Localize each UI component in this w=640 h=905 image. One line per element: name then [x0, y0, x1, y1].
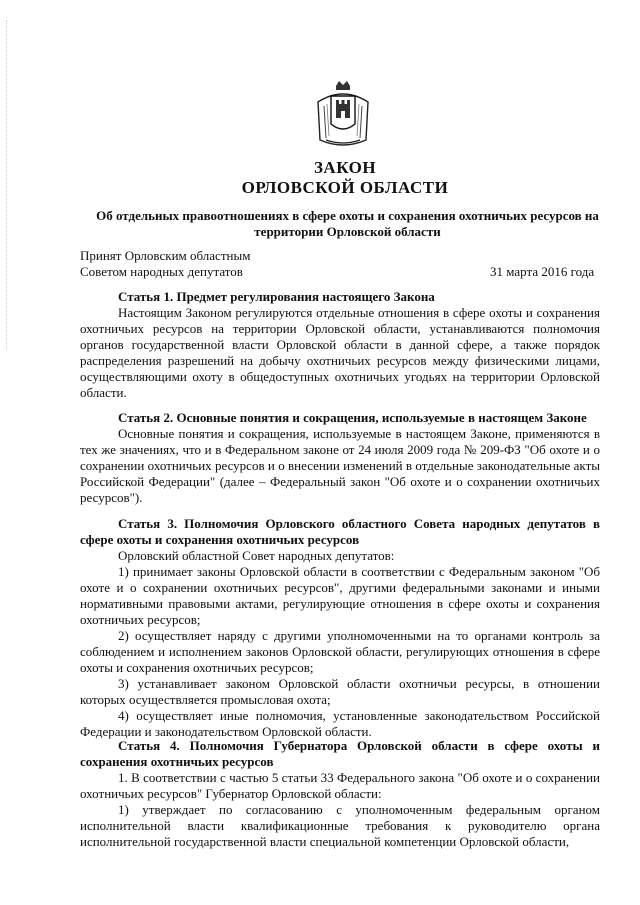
adoption-info: [80, 248, 250, 280]
article-paragraph: 1) принимает законы Орловской области в соответствии с Федеральным законом "Об охоте и о сохранении охотничьих ресурсов", другими федеральными законами и иными нормативными правовыми актами, регулирующие отношения в сфере охоты и сохранения охотничьих ресурсов;: [80, 564, 600, 627]
title-line-1: ЗАКОН: [313, 158, 377, 177]
article-paragraph: Настоящим Законом регулируются отдельные отношения в сфере охоты и сохранения охотничьих ресурсов на территории Орловской области, устанавливаются полномочия органов государственной власти Орловской области в данной сфере, а также порядок распределения разрешений на добычу охотничьих ресурсов между физическими лицами, осуществляющими охоту в общедоступных охотничьих угодьях на территории Орловской области.: [80, 305, 600, 400]
article-4: [80, 738, 600, 850]
article-paragraph: Орловский областной Совет народных депутатов:: [118, 548, 395, 563]
coat-of-arms-icon: [314, 80, 372, 150]
article-paragraph: 3) устанавливает законом Орловской области охотничьи ресурсы, в отношении которых осуществляется промысловая охота;: [80, 676, 600, 707]
document-title: [60, 158, 630, 198]
article-2: [80, 410, 600, 506]
title-line-2: ОРЛОВСКОЙ ОБЛАСТИ: [241, 178, 449, 197]
article-heading: Статья 4. Полномочия Губернатора Орловской области в сфере охоты и сохранения охотничьих ресурсов: [80, 738, 600, 769]
article-heading: Статья 1. Предмет регулирования настоящего Закона: [118, 289, 435, 304]
adoption-line-1: Принят Орловским областным: [80, 248, 251, 263]
article-3: [80, 516, 600, 740]
article-paragraph: 1. В соответствии с частью 5 статьи 33 Федерального закона "Об охоте и о сохранении охотничьих ресурсов" Губернатор Орловской области:: [80, 770, 600, 801]
document-subtitle: Об отдельных правоотношениях в сфере охоты и сохранения охотничьих ресурсов на территории Орловской области: [96, 208, 599, 239]
article-paragraph: 4) осуществляет иные полномочия, установленные законодательством Российской Федерации и законодательством Орловской области.: [80, 708, 600, 739]
adoption-date: 31 марта 2016 года: [490, 264, 595, 279]
scan-edge-artifact: [6, 20, 8, 350]
article-1: [80, 289, 600, 401]
article-paragraph: Основные понятия и сокращения, используемые в настоящем Законе, применяются в тех же значениях, что и в Федеральном законе от 24 июля 2009 года № 209-ФЗ "Об охоте и о сохранении охотничьих ресурсов и о внесении изменений в отдельные законодательные акты Российской Федерации" (далее – Федеральный закон "Об охоте и о сохранении охотничьих ресурсов").: [80, 426, 600, 505]
adoption-line-2: Советом народных депутатов: [80, 264, 243, 279]
article-heading: Статья 3. Полномочия Орловского областного Совета народных депутатов в сфере охоты и сохранения охотничьих ресурсов: [80, 516, 600, 547]
article-paragraph: 2) осуществляет наряду с другими уполномоченными на то органами контроль за соблюдением и исполнением законов Орловской области, регулирующих отношения в сфере охоты и сохранения охотничьих ресурсов;: [80, 628, 600, 675]
article-paragraph: 1) утверждает по согласованию с уполномоченным федеральным органом исполнительной власти квалификационные требования к руководителю органа исполнительной государственной власти специальной компетенции Орловской области,: [80, 802, 600, 849]
article-heading: Статья 2. Основные понятия и сокращения, используемые в настоящем Законе: [118, 410, 587, 425]
